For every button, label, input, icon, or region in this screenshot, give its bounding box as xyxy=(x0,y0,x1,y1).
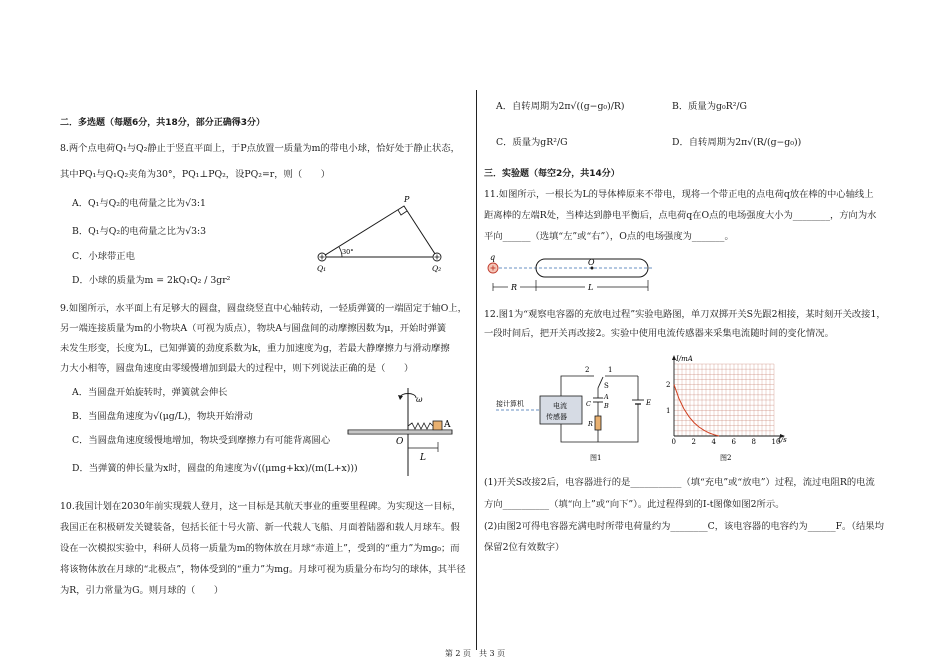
label-l: L xyxy=(420,453,426,463)
column-divider xyxy=(476,90,477,650)
resistor xyxy=(595,416,601,430)
label-omega: ω xyxy=(416,395,423,404)
chart-grid xyxy=(674,364,774,436)
label-s: S xyxy=(604,382,609,390)
q10-line2: 我国正在积极研发关键装备，包括长征十号火箭、新一代载人飞船、月面着陆器和载人月球车。假 xyxy=(60,522,460,533)
fig2-caption: 图2 xyxy=(720,454,732,462)
section-heading-experiment: 三．实验题（每空2分，共14分） xyxy=(484,169,620,179)
q10-line4: 将该物体放在月球的“北极点”，物体受到的“重力”为mg。月球可视为质量分布均匀的球体，其半径 xyxy=(60,564,466,575)
page-footer: 第 2 页 共 3 页 xyxy=(444,649,506,658)
sensor-label-2: 传感器 xyxy=(546,413,567,421)
q11-line2: 距离棒的左端R处，当棒达到静电平衡后，点电荷q在O点的电场强度大小为________，方向为水 xyxy=(484,210,877,221)
q12-sub2-line2: 保留2位有效数字） xyxy=(484,542,565,553)
label-p: P xyxy=(404,195,410,204)
q9-line3: 未发生形变，长度为L，已知弹簧的劲度系数为k，重力加速度为g，若最大静摩擦力与滑动摩擦 xyxy=(60,343,450,354)
right-angle-mark xyxy=(398,210,407,215)
label-l: L xyxy=(588,283,594,292)
q12-it-chart xyxy=(660,352,800,466)
q9-option-d: D．当弹簧的伸长量为x时，圆盘的角速度为√((μmg+kx)/(m(L+x))) xyxy=(72,463,358,474)
q10-option-b: B．质量为g₀R²/G xyxy=(672,101,747,112)
q11-rod-figure xyxy=(484,254,664,300)
q8-option-b: B．Q₁与Q₂的电荷量之比为√3:3 xyxy=(72,226,207,237)
q9-option-b: B．当圆盘角速度为√(μg/L)，物块开始滑动 xyxy=(72,411,253,422)
q8-line1: 8.两个点电荷Q₁与Q₂静止于竖直平面上，于P点放置一质量为m的带电小球，恰好处于静止状态， xyxy=(60,143,460,154)
block-a xyxy=(433,421,442,430)
q10-option-d: D．自转周期为2π√(R/(g−g₀)) xyxy=(672,137,802,148)
label-computer: 接计算机 xyxy=(496,400,524,408)
q10-line1: 10.我国计划在2030年前实现载人登月，这一目标是其航天事业的重要里程碑。为实现这一目标， xyxy=(60,501,462,512)
q11-line1: 11.如图所示，一根长为L的导体棒原来不带电，现将一个带正电的点电荷q放在棒的中心轴线上 xyxy=(484,189,874,200)
label-o: O xyxy=(588,258,595,267)
x-tick-label: 8 xyxy=(751,438,756,446)
x-tick-label: 4 xyxy=(711,438,716,446)
q12-circuit-figure xyxy=(490,362,665,466)
x-tick-label: 0 xyxy=(671,438,676,446)
q8-triangle-figure xyxy=(312,192,452,274)
y-tick-label: 2 xyxy=(666,381,671,390)
q9-disc-figure xyxy=(344,386,464,478)
wire-top-left xyxy=(561,376,587,396)
q10-option-c: C．质量为gR²/G xyxy=(496,137,568,148)
label-q1: Q₁ xyxy=(317,264,327,273)
wire-battery-bottom xyxy=(598,407,638,442)
q12-line2: 一段时间后，把开关再改接2。实验中使用电流传感器来采集电流随时间的变化情况。 xyxy=(484,328,834,339)
label-r: R xyxy=(588,420,593,428)
label-r: R xyxy=(511,283,518,292)
chart-y-axis-label: I/mA xyxy=(676,355,693,363)
switch-blade xyxy=(598,377,603,388)
y-tick-label: 1 xyxy=(666,406,671,415)
q9-line1: 9.如图所示，水平面上有足够大的圆盘，圆盘绕竖直中心轴转动，一轻质弹簧的一端固定于轴O上， xyxy=(60,303,467,314)
q12-sub2-line1: (2)由图2可得电容器充满电时所带电荷量约为________C，该电容器的电容约为______F。（结果均 xyxy=(484,521,884,532)
label-1: 1 xyxy=(608,366,613,374)
q10-line5: 为R，引力常量为G。则月球的（ ） xyxy=(60,585,224,596)
q9-option-a: A．当圆盘开始旋转时，弹簧就会伸长 xyxy=(72,387,228,398)
chart-x-axis-label: t/s xyxy=(778,436,787,444)
rotation-arrowhead xyxy=(398,395,403,400)
sensor-label-1: 电流 xyxy=(553,402,567,410)
q8-option-a: A．Q₁与Q₂的电荷量之比为√3:1 xyxy=(72,198,206,209)
label-a: A xyxy=(444,420,451,430)
q8-option-d: D．小球的质量为m = 2kQ₁Q₂ / 3gr² xyxy=(72,275,231,286)
q8-line2: 其中PQ₁与Q₁Q₂夹角为30°，PQ₁⊥PQ₂，设PQ₂=r，则（ ） xyxy=(60,169,331,180)
q10-line3: 设在一次模拟实验中，科研人员将一质量为m的物体放在月球“赤道上”，受到的“重力”为mg₀；而 xyxy=(60,543,460,554)
triangle-outline xyxy=(322,206,437,257)
label-e: E xyxy=(646,399,652,407)
q12-line1: 12.图1为“观察电容器的充放电过程”实验电路图，单刀双掷开关S先跟2相接，某时刻开关改接1， xyxy=(484,309,886,320)
label-a: A xyxy=(604,393,609,401)
label-o: O xyxy=(396,437,404,447)
q8-option-c: C．小球带正电 xyxy=(72,251,135,262)
q9-option-c: C．当圆盘角速度缓慢地增加，物块受到摩擦力有可能背离圆心 xyxy=(72,435,331,446)
chart-axes xyxy=(672,355,785,438)
q12-sub1-line1: (1)开关S改接2后，电容器进行的是___________（填“充电”或“放电”）过程，流过电阻R的电流 xyxy=(484,477,875,488)
fig1-caption: 图1 xyxy=(590,454,602,462)
q10-option-a: A．自转周期为2π√((g−g₀)/R) xyxy=(496,101,625,112)
q9-line4: 力大小相等，圆盘角速度由零缓慢增加到最大的过程中，则下列说法正确的是（ ） xyxy=(60,363,414,374)
label-c: C xyxy=(586,400,591,408)
x-tick-label: 10 xyxy=(771,438,781,446)
spring-coil xyxy=(408,423,433,429)
label-q: q xyxy=(490,254,496,262)
label-b: B xyxy=(604,402,609,410)
q11-line3: 平向______（选填“左”或“右”），O点的电场强度为_______。 xyxy=(484,231,734,242)
label-angle: 30° xyxy=(342,248,354,256)
x-tick-label: 6 xyxy=(731,438,736,446)
q9-line2: 另一端连接质量为m的小物块A（可视为质点），物块A与圆盘间的动摩擦因数为μ，开始时弹簧 xyxy=(60,323,447,334)
section-heading-multiple-choice: 二．多选题（每题6分，共18分，部分正确得3分） xyxy=(60,118,266,128)
q12-sub1-line2: 方向__________（填“向上”或“向下”）。此过程得到的I-t图像如图2所示。 xyxy=(484,499,785,510)
x-tick-label: 2 xyxy=(691,438,696,446)
label-q2: Q₂ xyxy=(432,264,442,273)
label-2: 2 xyxy=(585,366,590,374)
